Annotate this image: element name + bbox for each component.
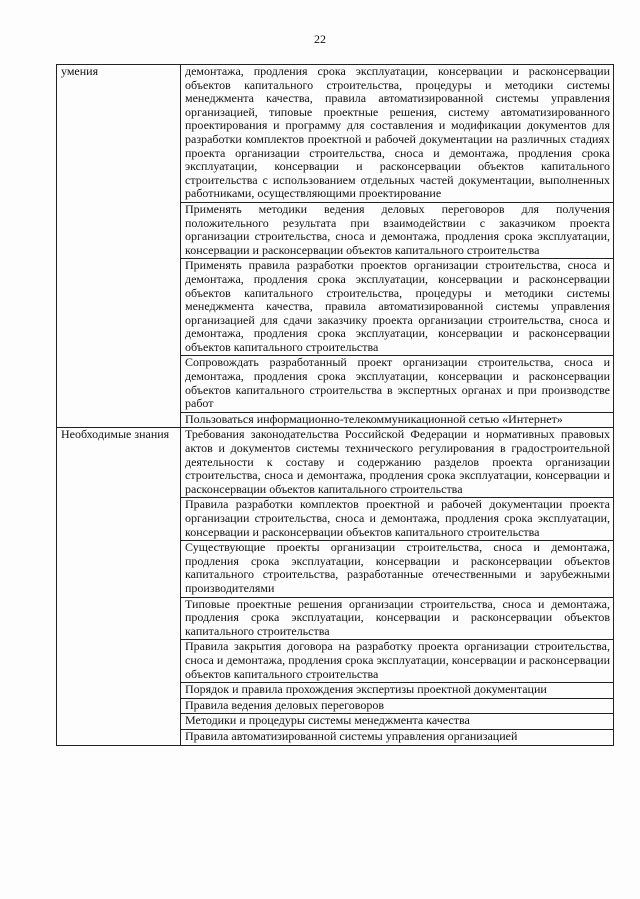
skill-item: Пользоваться информационно-телекоммуникационной сетью «Интернет» — [181, 412, 614, 428]
skill-item: Сопровождать разработанный проект организации строительства, сноса и демонтажа, продления срока эксплуатации, консервации и расконсервации объектов капитального строительства в экспертных органах и при производстве работ — [181, 356, 614, 412]
knowledge-item: Правила автоматизированной системы управления организацией — [181, 729, 614, 745]
knowledge-item: Типовые проектные решения организации строительства, сноса и демонтажа, продления срока эксплуатации, консервации и расконсервации объектов капитального строительства — [181, 597, 614, 640]
row-label-skills: умения — [57, 65, 181, 428]
knowledge-item: Правила разработки комплектов проектной и рабочей документации проекта организации строительства, сноса и демонтажа, продления срока эксплуатации, консервации и расконсервации объектов капитального строительства — [181, 498, 614, 541]
skill-item: Применять правила разработки проектов организации строительства, сноса и демонтажа, продления срока эксплуатации, консервации и расконсервации объектов капитального строительства, процедуры и методики системы менеджмента качества, правила автоматизированной системы управления организацией для сдачи заказчику проекта организации строительства, сноса и демонтажа, продления срока эксплуатации, консервации и расконсервации объектов капитального строительства — [181, 259, 614, 356]
skill-item: демонтажа, продления срока эксплуатации, консервации и расконсервации объектов капитального строительства, процедуры и методики системы менеджмента качества, правила автоматизированной системы управления организацией, типовые проектные решения, систему автоматизированного проектирования и программу для составления и модификации документов для разработки комплектов проектной и рабочей документации на различных стадиях проекта организации строительства, сноса и демонтажа, продления срока эксплуатации, консервации и расконсервации объектов капитального строительства с использованием отдельных частей документации, выполненных работниками, осуществляющими проектирование — [181, 65, 614, 203]
knowledge-item: Правила ведения деловых переговоров — [181, 698, 614, 714]
skill-item: Применять методики ведения деловых переговоров для получения положительного результата при взаимодействии с заказчиком проекта организации строительства, сноса и демонтажа, продления срока эксплуатации, консервации и расконсервации объектов капитального строительства — [181, 202, 614, 258]
knowledge-item: Порядок и правила прохождения экспертизы проектной документации — [181, 683, 614, 699]
requirements-table — [56, 64, 614, 746]
page-number: 22 — [314, 32, 326, 46]
knowledge-item: Требования законодательства Российской Федерации и нормативных правовых актов и документов системы технического регулирования в градостроительной деятельности к составу и содержанию разделов проекта организации строительства, сноса и демонтажа, продления срока эксплуатации, консервации и расконсервации объектов капитального строительства — [181, 428, 614, 498]
row-label-knowledge: Необходимые знания — [57, 428, 181, 745]
knowledge-item: Правила закрытия договора на разработку проекта организации строительства, сноса и демонтажа, продления срока эксплуатации, консервации и расконсервации объектов капитального строительства — [181, 640, 614, 683]
table-row — [57, 428, 614, 498]
table-row — [57, 65, 614, 203]
knowledge-item: Существующие проекты организации строительства, сноса и демонтажа, продления срока эксплуатации, консервации и расконсервации объектов капитального строительства, разработанные отечественными и зарубежными производителями — [181, 541, 614, 597]
knowledge-item: Методики и процедуры системы менеджмента качества — [181, 714, 614, 730]
